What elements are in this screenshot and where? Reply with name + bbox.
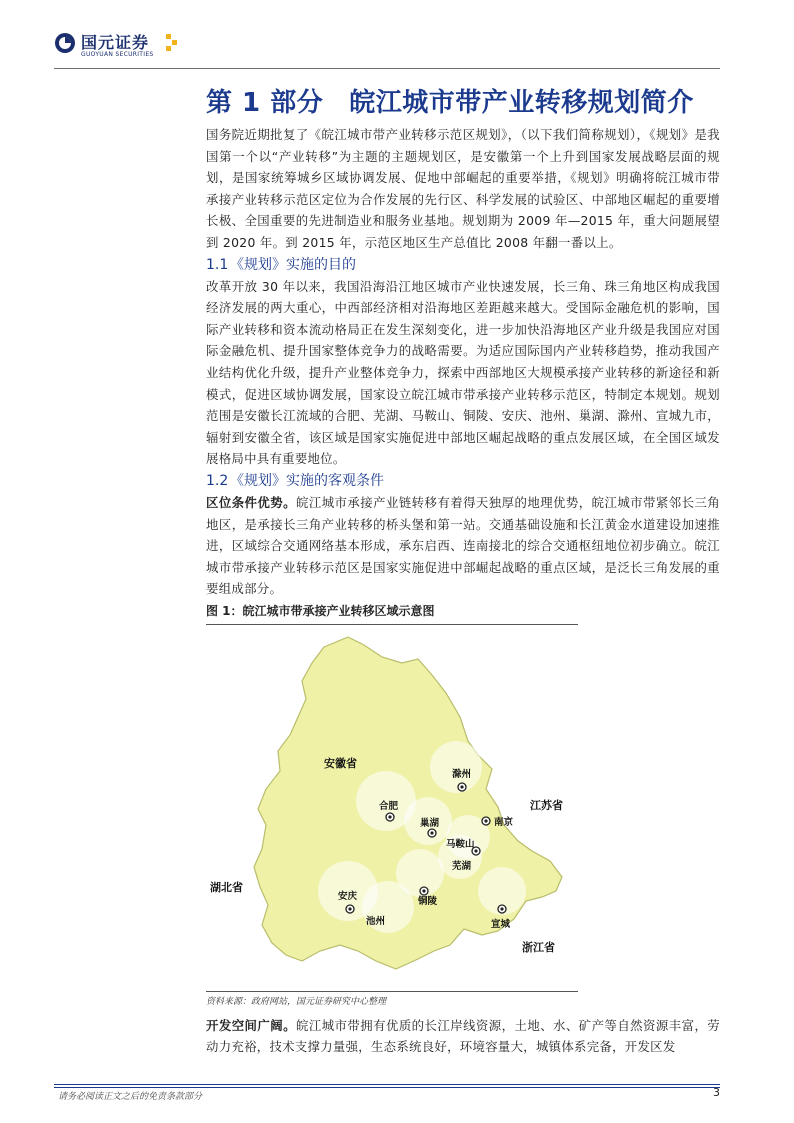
province-label-zhejiang: 浙江省 bbox=[522, 940, 555, 954]
nanjing-marker-icon bbox=[482, 817, 490, 825]
section-number: 1.2 bbox=[206, 472, 229, 489]
page-number: 3 bbox=[713, 1086, 720, 1099]
city-label-tongling: 铜陵 bbox=[418, 895, 438, 907]
province-label-hubei: 湖北省 bbox=[210, 880, 243, 894]
intro-paragraph: 国务院近期批复了《皖江城市带产业转移示范区规划》，（以下我们简称规划），《规划》是我国第一个以“产业转移”为主题的主题规划区，是安徽第一个上升到国家发展战略层面的规划，是国家统筹城乡区域协调发展、促地中部崛起的重要举措，《规划》明确将皖江城市带承接产业转移示范区定位为合作发展的先行区、科学发展的试验区、中部地区崛起的重要增长极、全国重要的先进制造业和服务业基地。规划期为 2009 年—2015 年，重大问题展望到 2020 年。到 2015 年，示范区地区生产总值比 2008 年翻一番以上。 bbox=[206, 127, 720, 250]
tongling-marker-icon bbox=[420, 887, 428, 895]
city-label-chizhou: 池州 bbox=[366, 915, 386, 927]
section-1-1-paragraph: 改革开放 30 年以来，我国沿海沿江地区城市产业快速发展，长三角、珠三角地区构成我国经济发展的两大重心，中西部经济相对沿海地区差距越来越大。受国际金融危机的影响，国际产业转移和资本流动格局正在发生深刻变化，进一步加快沿海地区产业升级是我国应对国际金融危机、提升国家整体竞争力的战略需要。为适应国际国内产业转移趋势，推动我国产业结构优化升级，提升产业整体竞争力，探索中西部地区大规模承接产业转移的新途径和新模式，促进区域协调发展，国家设立皖江城市带承接产业转移示范区，特制定本规划。规划范围是安徽长江流域的合肥、芜湖、马鞍山、铜陵、安庆、池州、巢湖、滁州、宣城九市，辐射到安徽全省，该区域是国家实施促进中部地区崛起战略的重点发展区域，在全国区域发展格局中具有重要地位。 bbox=[206, 278, 720, 467]
xuancheng-marker-icon bbox=[498, 905, 506, 913]
province-label-anhui: 安徽省 bbox=[324, 756, 357, 770]
city-label-wuhu: 芜湖 bbox=[452, 860, 472, 872]
paragraph-lead: 开发空间广阔。 bbox=[206, 1017, 296, 1033]
city-label-nanjing: 南京 bbox=[494, 816, 514, 828]
province-label-jiangsu: 江苏省 bbox=[530, 798, 563, 812]
chuzhou-marker-icon bbox=[458, 783, 466, 791]
city-label-hefei: 合肥 bbox=[379, 800, 399, 812]
paragraph-text: 皖江城市承接产业链转移有着得天独厚的地理优势，皖江城市带紧邻长三角地区，是承接长三角产业转移的桥头堡和第一站。交通基础设施和长江黄金水道建设加速推进，区域综合交通网络基本形成，承东启西、连南接北的综合交通枢纽地位初步确立。皖江城市带承接产业转移示范区是国家实施促进中部崛起战略的重点区域，是泛长三角发展的重要组成部分。 bbox=[206, 494, 720, 597]
guoyuan-logo-icon bbox=[54, 32, 76, 54]
chuzhou-highlight bbox=[430, 741, 482, 793]
paragraph-text: 皖江城市带拥有优质的长江岸线资源，土地、水、矿产等自然资源丰富，劳动力充裕，技术支撑力量强，生态系统良好，环境容量大，城镇体系完备，开发区发 bbox=[206, 1017, 720, 1055]
anqing-marker-icon bbox=[346, 905, 354, 913]
section-number: 1.1 bbox=[206, 256, 229, 273]
footer-divider bbox=[54, 1084, 720, 1085]
part-title bbox=[206, 84, 720, 122]
footer-divider bbox=[54, 1087, 720, 1088]
section-title: 《规划》实施的目的 bbox=[230, 256, 356, 273]
logo-chinese-name: 国元证券 bbox=[81, 33, 150, 52]
page-content bbox=[206, 84, 720, 1058]
figure-caption: 图 1：皖江城市带承接产业转移区域示意图 bbox=[206, 602, 578, 625]
figure-source: 资料来源：政府网站，国元证券研究中心整理 bbox=[206, 991, 578, 1009]
city-label-anqing: 安庆 bbox=[338, 890, 358, 902]
part-number: 第 1 部分 bbox=[206, 88, 324, 118]
paragraph-lead: 区位条件优势。 bbox=[206, 494, 296, 510]
city-label-chuzhou: 滁州 bbox=[452, 768, 472, 780]
city-label-chaohu: 巢湖 bbox=[420, 817, 440, 829]
logo-english-name: GUOYUAN SECURITIES bbox=[81, 51, 154, 58]
header-divider bbox=[54, 68, 720, 69]
map-svg bbox=[206, 629, 578, 989]
logo-square-icon bbox=[166, 34, 171, 39]
chaohu-marker-icon bbox=[428, 829, 436, 837]
hefei-marker-icon bbox=[386, 813, 394, 821]
section-1-1-heading bbox=[206, 254, 720, 276]
logo-square-icon bbox=[172, 40, 177, 45]
logo-square-icon bbox=[166, 46, 171, 51]
city-label-xuancheng: 宣城 bbox=[491, 918, 511, 930]
city-label-maanshan: 马鞍山 bbox=[446, 838, 475, 850]
footer-disclaimer: 请务必阅读正文之后的免责条款部分 bbox=[58, 1092, 203, 1102]
region-map bbox=[206, 629, 578, 989]
part-title-text: 皖江城市带产业转移规划简介 bbox=[349, 88, 694, 118]
section-title: 《规划》实施的客观条件 bbox=[230, 472, 384, 489]
section-1-2-heading bbox=[206, 470, 720, 492]
section-1-2-paragraph bbox=[206, 492, 720, 600]
section-development-paragraph bbox=[206, 1015, 720, 1058]
